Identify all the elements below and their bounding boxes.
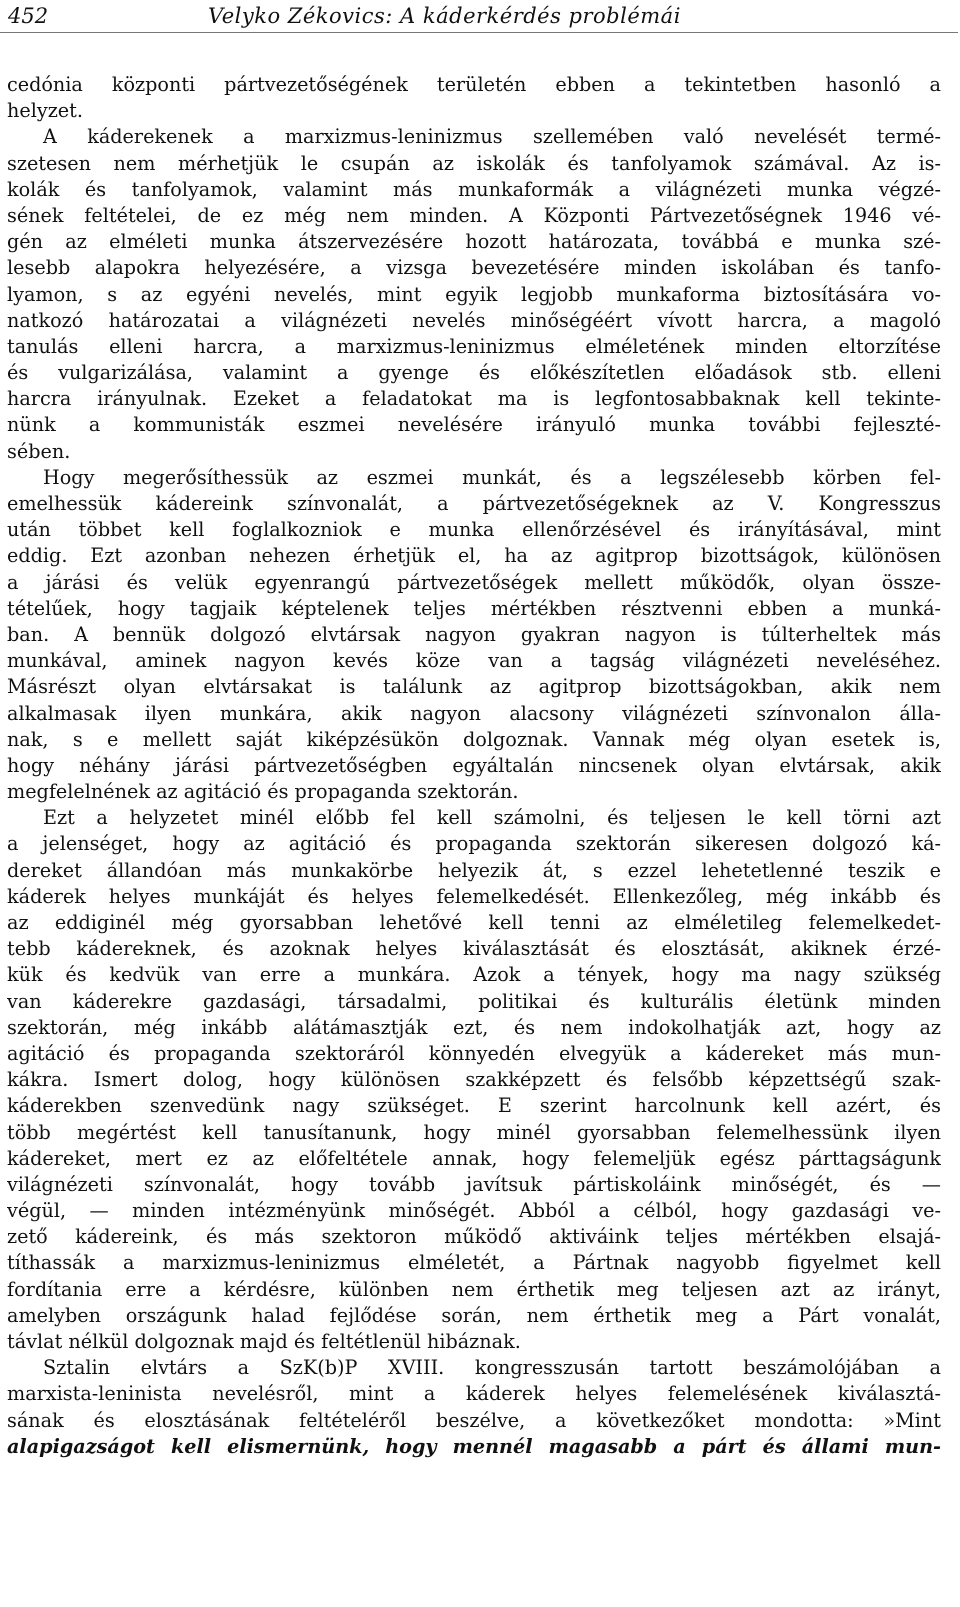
text-line: ban. A bennük dolgozó elvtársak nagyon gyakran nagyon is túlterheltek más	[7, 622, 941, 646]
text-line: kük és kedvük van erre a munkára. Azok a tények, hogy ma nagy szükség	[7, 963, 941, 987]
header-rule	[0, 32, 958, 33]
text-line: kádereket, mert ez az előfeltétele annak, hogy felemeljük egész párttagságunk	[7, 1146, 941, 1170]
text-line: títhassák a marxizmus-leninizmus elméletét, a Pártnak nagyobb figyelmet kell	[7, 1251, 941, 1275]
text-line: zető kádereink, és más szektoron működő aktiváink teljes mértékben elsajá-	[7, 1225, 941, 1249]
text-line: sának és elosztásának feltételéről beszélve, a következőket mondotta: »Mint	[7, 1408, 941, 1432]
text-line: nünk a kommunisták eszmei nevelésére irányuló munka további fejleszté-	[7, 413, 941, 437]
text-line: a jelenséget, hogy az agitáció és propaganda szektorán sikeresen dolgozó ká-	[7, 832, 941, 856]
text-line: alapigazságot kell elismernünk, hogy mennél magasabb a párt és állami mun-	[7, 1434, 941, 1458]
text-line: káderekben szenvedünk nagy szükséget. E szerint harcolnunk kell azért, és	[7, 1094, 941, 1118]
text-line: sében.	[7, 439, 71, 463]
text-line: cedónia központi pártvezetőségének területén ebben a tekintetben hasonló a	[7, 73, 941, 96]
header-title: Velyko Zékovics: A káderkérdés problémái	[208, 4, 681, 28]
text-line: Hogy megerősíthessük az eszmei munkát, és a legszélesebb körben fel-	[43, 465, 941, 489]
text-line: helyzet.	[7, 99, 83, 123]
body-text	[7, 72, 941, 1460]
text-line: lesebb alapokra helyezésére, a vizsga bevezetésére minden iskolában és tanfo-	[7, 256, 941, 280]
text-line: után többet kell foglalkozniok e munka ellenőrzésével és irányításával, mint	[7, 518, 941, 542]
text-line: lyamon, s az egyéni nevelés, mint egyik legjobb munkaforma biztosítására vo-	[7, 282, 941, 306]
text-line: alkalmasak ilyen munkára, akik nagyon alacsony világnézeti színvonalon álla-	[7, 701, 941, 725]
text-line: az eddiginél még gyorsabban lehetővé kell tenni az elméletileg felemelkedet-	[7, 911, 941, 934]
text-line: tanulás elleni harcra, a marxizmus-leninizmus elméletének minden eltorzítése	[7, 334, 941, 358]
text-line: fordítania erre a kérdésre, különben nem érthetik meg teljesen azt az irányt,	[7, 1277, 941, 1301]
text-line: amelyben országunk halad fejlődése során, nem érthetik meg a Párt vonalát,	[7, 1303, 941, 1327]
text-line: végül, — minden intézményünk minőségét. Abból a célból, hogy gazdasági ve-	[7, 1199, 941, 1223]
text-line: munkával, aminek nagyon kevés köze van a tagság világnézeti neveléséhez.	[7, 649, 941, 673]
text-line: távlat nélkül dolgoznak majd és feltétlenül hibáznak.	[7, 1330, 521, 1353]
text-line: sének feltételei, de ez még nem minden. A Központi Pártvezetőségnek 1946 vé-	[7, 203, 941, 227]
text-line: megfelelnének az agitáció és propaganda szektorán.	[7, 780, 519, 804]
text-line: eddig. Ezt azonban nehezen érhetjük el, ha az agitprop bizottságok, különösen	[7, 544, 941, 568]
text-line: Ezt a helyzetet minél előbb fel kell számolni, és teljesen le kell törni azt	[43, 806, 941, 830]
text-line: dereket állandóan más munkakörbe helyezik át, s ezzel lehetetlenné teszik e	[7, 858, 941, 882]
text-line: emelhessük kádereink színvonalát, a pártvezetőségeknek az V. Kongresszus	[7, 492, 941, 515]
text-line: világnézeti színvonalát, hogy tovább javítsuk pártiskoláink minőségét, és —	[7, 1172, 941, 1196]
text-line: Másrészt olyan elvtársakat is találunk az agitprop bizottságokban, akik nem	[7, 675, 941, 699]
text-line: van káderekre gazdasági, társadalmi, politikai és kulturális életünk minden	[7, 989, 941, 1013]
text-line: és vulgarizálása, valamint a gyenge és előkészítetlen előadások stb. elleni	[7, 361, 941, 385]
text-line: A káderekenek a marxizmus-leninizmus szellemében való nevelését termé-	[43, 125, 941, 149]
text-line: tételűek, hogy tagjaik képtelenek teljes mértékben résztvenni ebben a munká-	[7, 596, 941, 620]
text-line: harcra irányulnak. Ezeket a feladatokat ma is legfontosabbaknak kell tekinte-	[7, 387, 941, 411]
text-line: natkozó határozatai a világnézeti nevelés minőségéért vívott harcra, a magoló	[7, 308, 941, 332]
text-line: gén az elméleti munka átszervezésére hozott határozata, továbbá e munka szé-	[7, 230, 941, 254]
text-line: szetesen nem mérhetjük le csupán az iskolák és tanfolyamok számával. Az is-	[7, 151, 941, 175]
text-line: szektorán, még inkább alátámasztják ezt, és nem indokolhatják azt, hogy az	[7, 1015, 941, 1039]
text-line: a járási és velük egyenrangú pártvezetőségek mellett működők, olyan össze-	[7, 570, 941, 594]
text-line: káderek helyes munkáját és helyes felemelkedését. Ellenkezőleg, még inkább és	[7, 884, 941, 908]
text-line: marxista-leninista nevelésről, mint a káderek helyes felemelésének kiválasztá-	[7, 1382, 941, 1406]
text-line: kolák és tanfolyamok, valamint más munkaformák a világnézeti munka végzé-	[7, 177, 941, 201]
text-line: Sztalin elvtárs a SzK(b)P XVIII. kongresszusán tartott beszámolójában a	[43, 1356, 941, 1380]
running-head	[8, 4, 948, 34]
page-number: 452	[8, 4, 49, 28]
text-line: agitáció és propaganda szektoráról könnyedén elvegyük a kádereket más mun-	[7, 1041, 941, 1065]
text-line: hogy néhány járási pártvezetőségben egyáltalán nincsenek olyan elvtársak, akik	[7, 753, 941, 777]
text-line: tebb kádereknek, és azoknak helyes kiválasztását és elosztását, akiknek érzé-	[7, 937, 941, 961]
text-line: kákra. Ismert dolog, hogy különösen szakképzett és felsőbb képzettségű szak-	[7, 1068, 941, 1092]
text-line: több megértést kell tanusítanunk, hogy minél gyorsabban felemelhessünk ilyen	[7, 1120, 941, 1144]
text-line: nak, s e mellett saját kiképzésükön dolgoznak. Vannak még olyan esetek is,	[7, 727, 941, 751]
